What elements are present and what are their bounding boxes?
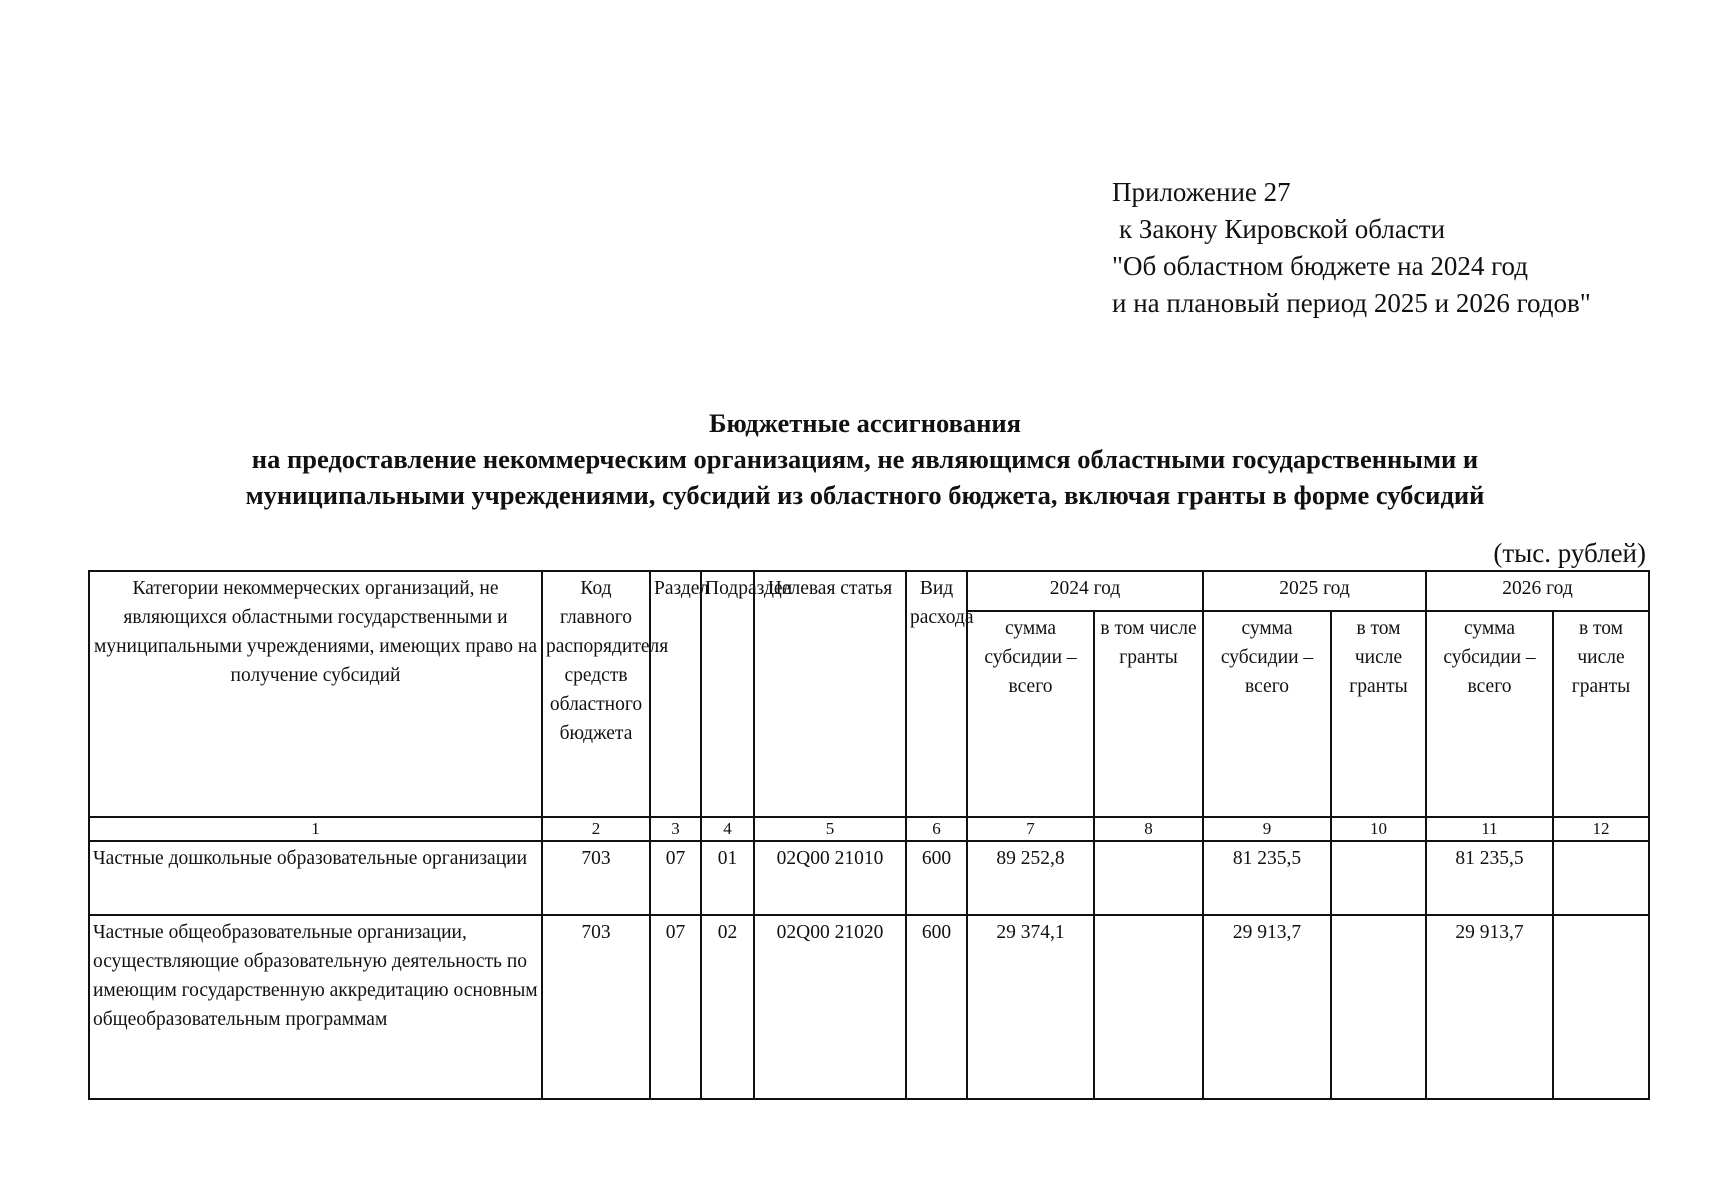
header-expense-type: Вид расхода (906, 571, 967, 817)
sum-2026-cell: 29 913,7 (1426, 915, 1553, 1099)
header-subsidy-total: сумма субсидии – всего (1426, 611, 1553, 817)
target-cell: 02Q00 21010 (754, 841, 906, 915)
appendix-reference (1112, 174, 1591, 322)
column-number-row (89, 817, 1649, 841)
grants-2024-cell (1094, 915, 1203, 1099)
sum-2026-cell: 81 235,5 (1426, 841, 1553, 915)
table-row (89, 841, 1649, 915)
section-cell: 07 (650, 915, 701, 1099)
title-line: на предоставление некоммерческим организациям, не являющимся областными государственными и (251, 444, 1479, 474)
sum-2024-cell: 89 252,8 (967, 841, 1094, 915)
header-section: Раздел (650, 571, 701, 817)
sum-2024-cell: 29 374,1 (967, 915, 1094, 1099)
gr-code-cell: 703 (542, 841, 650, 915)
title-line: Бюджетные ассигнования (708, 408, 1022, 438)
expense-type-cell: 600 (906, 915, 967, 1099)
column-number: 7 (967, 817, 1094, 841)
title-line: муниципальными учреждениями, субсидий из областного бюджета, включая гранты в форме субсидий (245, 480, 1485, 510)
units-label: (тыс. рублей) (1493, 538, 1646, 568)
sum-2025-cell: 81 235,5 (1203, 841, 1331, 915)
appendix-line: "Об областном бюджете на 2024 год (1112, 251, 1528, 281)
header-target: Целевая статья (754, 571, 906, 817)
target-cell: 02Q00 21020 (754, 915, 906, 1099)
column-number: 8 (1094, 817, 1203, 841)
budget-table (88, 570, 1650, 1100)
gr-code-cell: 703 (542, 915, 650, 1099)
subsection-cell: 01 (701, 841, 754, 915)
header-grants: в том числе гранты (1331, 611, 1426, 817)
header-gr-code: Код главного распорядителя средств областного бюджета (542, 571, 650, 817)
column-number: 3 (650, 817, 701, 841)
column-number: 6 (906, 817, 967, 841)
header-year-2026: 2026 год (1426, 571, 1649, 611)
sum-2025-cell: 29 913,7 (1203, 915, 1331, 1099)
header-year-2025: 2025 год (1203, 571, 1426, 611)
expense-type-cell: 600 (906, 841, 967, 915)
header-subsidy-total: сумма субсидии – всего (1203, 611, 1331, 817)
column-number: 12 (1553, 817, 1649, 841)
column-number: 9 (1203, 817, 1331, 841)
appendix-line: и на плановый период 2025 и 2026 годов" (1112, 288, 1591, 318)
column-number: 5 (754, 817, 906, 841)
category-cell: Частные дошкольные образовательные организации (89, 841, 542, 915)
subsection-cell: 02 (701, 915, 754, 1099)
header-subsection: Подраздел (701, 571, 754, 817)
grants-2025-cell (1331, 841, 1426, 915)
header-grants: в том числе гранты (1553, 611, 1649, 817)
grants-2025-cell (1331, 915, 1426, 1099)
appendix-line: к Закону Кировской области (1119, 214, 1446, 244)
grants-2026-cell (1553, 841, 1649, 915)
header-grants: в том числе гранты (1094, 611, 1203, 817)
section-cell: 07 (650, 841, 701, 915)
column-number: 10 (1331, 817, 1426, 841)
column-number: 4 (701, 817, 754, 841)
header-row (89, 571, 1649, 611)
column-number: 1 (89, 817, 542, 841)
appendix-line: Приложение 27 (1112, 177, 1291, 207)
table-row (89, 915, 1649, 1099)
header-subsidy-total: сумма субсидии – всего (967, 611, 1094, 817)
category-cell: Частные общеобразовательные организации, осуществляющие образовательную деятельность по имеющим государственную аккредитацию основным общеобразовательным программам (89, 915, 542, 1099)
document-title (0, 405, 1730, 513)
grants-2026-cell (1553, 915, 1649, 1099)
grants-2024-cell (1094, 841, 1203, 915)
column-number: 11 (1426, 817, 1553, 841)
header-year-2024: 2024 год (967, 571, 1203, 611)
column-number: 2 (542, 817, 650, 841)
header-category: Категории некоммерческих организаций, не являющихся областными государственными и муниципальными учреждениями, имеющих право на получение субсидий (89, 571, 542, 817)
